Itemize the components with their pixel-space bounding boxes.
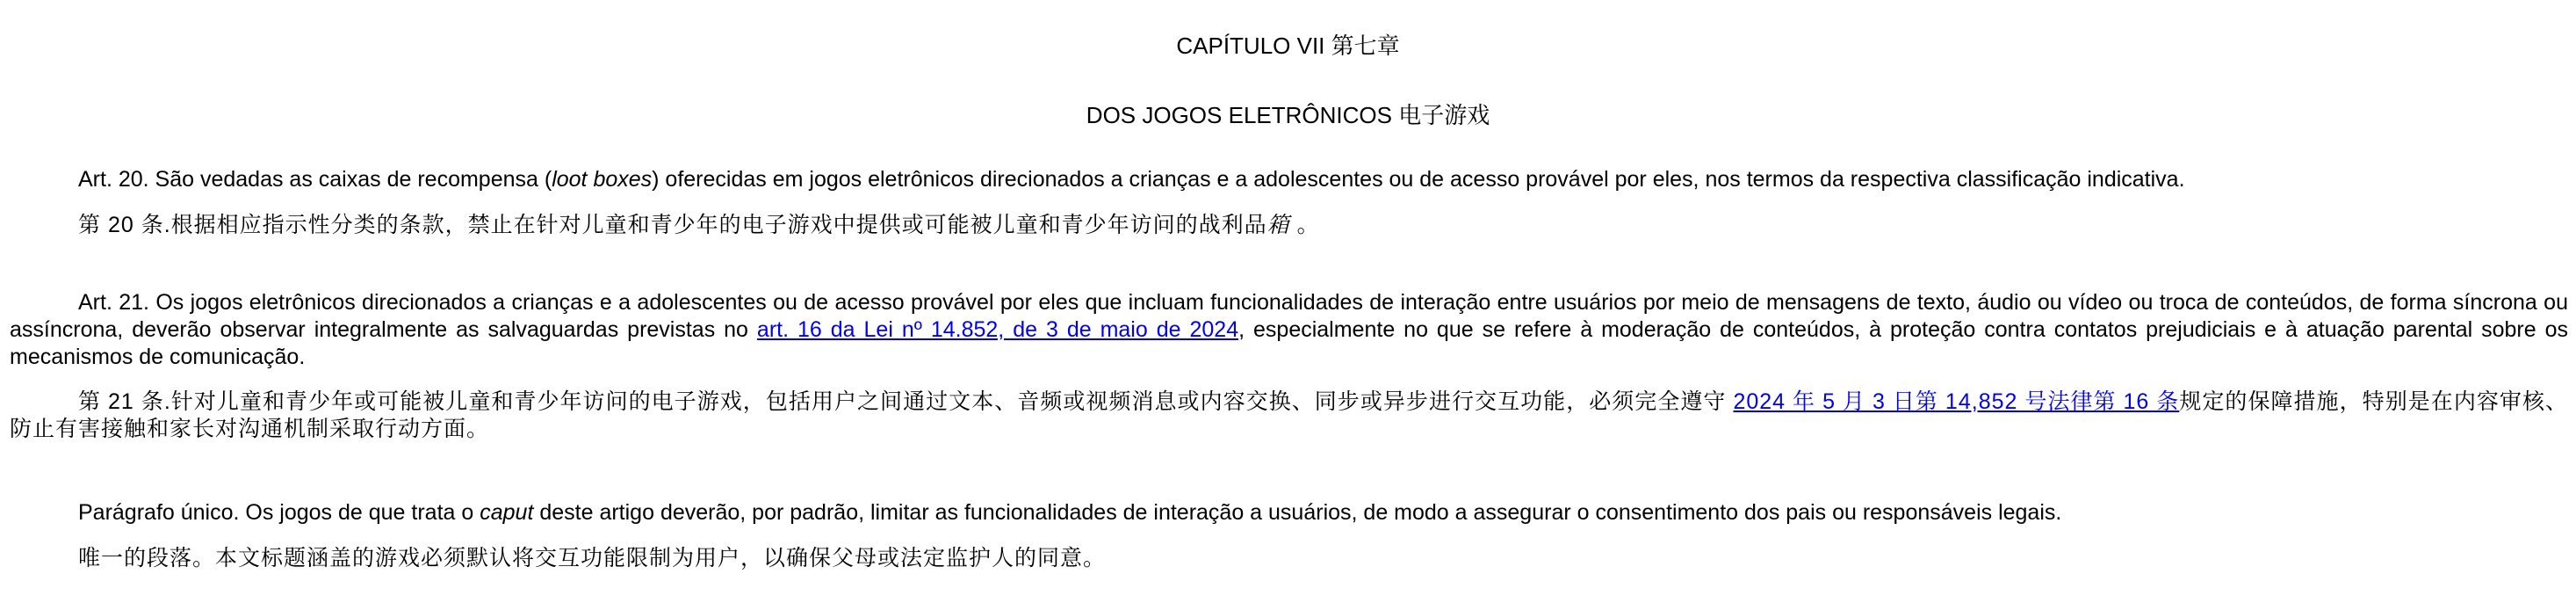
art21-zh-law-link[interactable]: 2024 年 5 月 3 日第 14,852 号法律第 16 条 [1733,389,2180,414]
art20-pt-italic: loot boxes [552,167,653,192]
chapter-heading: CAPÍTULO VII 第七章 [1176,33,1400,59]
art21-pt [10,289,2568,371]
paragrafo-pt-after: deste artigo deverão, por padrão, limitar as funcionalidades de interação a usuários, de modo a assegurar o consentimento dos pais ou responsáveis legais. [533,500,2062,525]
art21-zh-after: 规定的保障措施，特别是在内容审核、防止有害接触和家长对沟通机制采取行动方面。 [10,389,2568,441]
paragrafo-zh: 唯一的段落。本文标题涵盖的游戏必须默认将交互功能限制为用户，以确保父母或法定监护人的同意。 [78,546,1107,570]
art20-zh [10,212,2568,239]
paragrafo-pt-before: Parágrafo único. Os jogos de que trata o [78,500,480,525]
paragrafo-pt [10,499,2568,527]
art21-pt-after: , especialmente no que se refere à moderação de conteúdos, à proteção contra contatos prejudiciais e à atuação parental sobre os mecanismos de comunicação. [10,317,2569,369]
chapter-title: DOS JOGOS ELETRÔNICOS 电子游戏 [1086,102,1490,128]
art21-zh-before: 第 21 条.针对儿童和青少年或可能被儿童和青少年访问的电子游戏，包括用户之间通过文本、音频或视频消息或内容交换、同步或异步进行交互功能，必须完全遵守 [78,389,1734,414]
art20-zh-italic: 箱 [1266,213,1290,237]
art21-zh [10,389,2568,443]
art20-pt [10,166,2568,193]
art21-pt-law-link[interactable]: art. 16 da Lei nº 14.852, de 3 de maio de 2024 [756,317,1239,342]
art21-pt-before: Art. 21. Os jogos eletrônicos direcionados a crianças e a adolescentes ou de acesso provável por eles que incluam funcionalidades de interação entre usuários por meio de mensagens de texto, áudio ou vídeo ou troca de conteúdos, de forma síncrona ou assíncrona, deverão observar integralmente as salvaguardas previstas no [10,290,2568,342]
art20-zh-after: 。 [1289,213,1320,237]
art20-zh-before: 第 20 条.根据相应指示性分类的条款，禁止在针对儿童和青少年的电子游戏中提供或可能被儿童和青少年访问的战利品 [78,213,1267,237]
art20-pt-before: Art. 20. São vedadas as caixas de recompensa ( [78,167,552,192]
art20-pt-after: ) oferecidas em jogos eletrônicos direcionados a crianças e a adolescentes ou de acesso provável por eles, nos termos da respectiva classificação indicativa. [652,167,2185,192]
paragrafo-pt-italic: caput [480,500,534,525]
